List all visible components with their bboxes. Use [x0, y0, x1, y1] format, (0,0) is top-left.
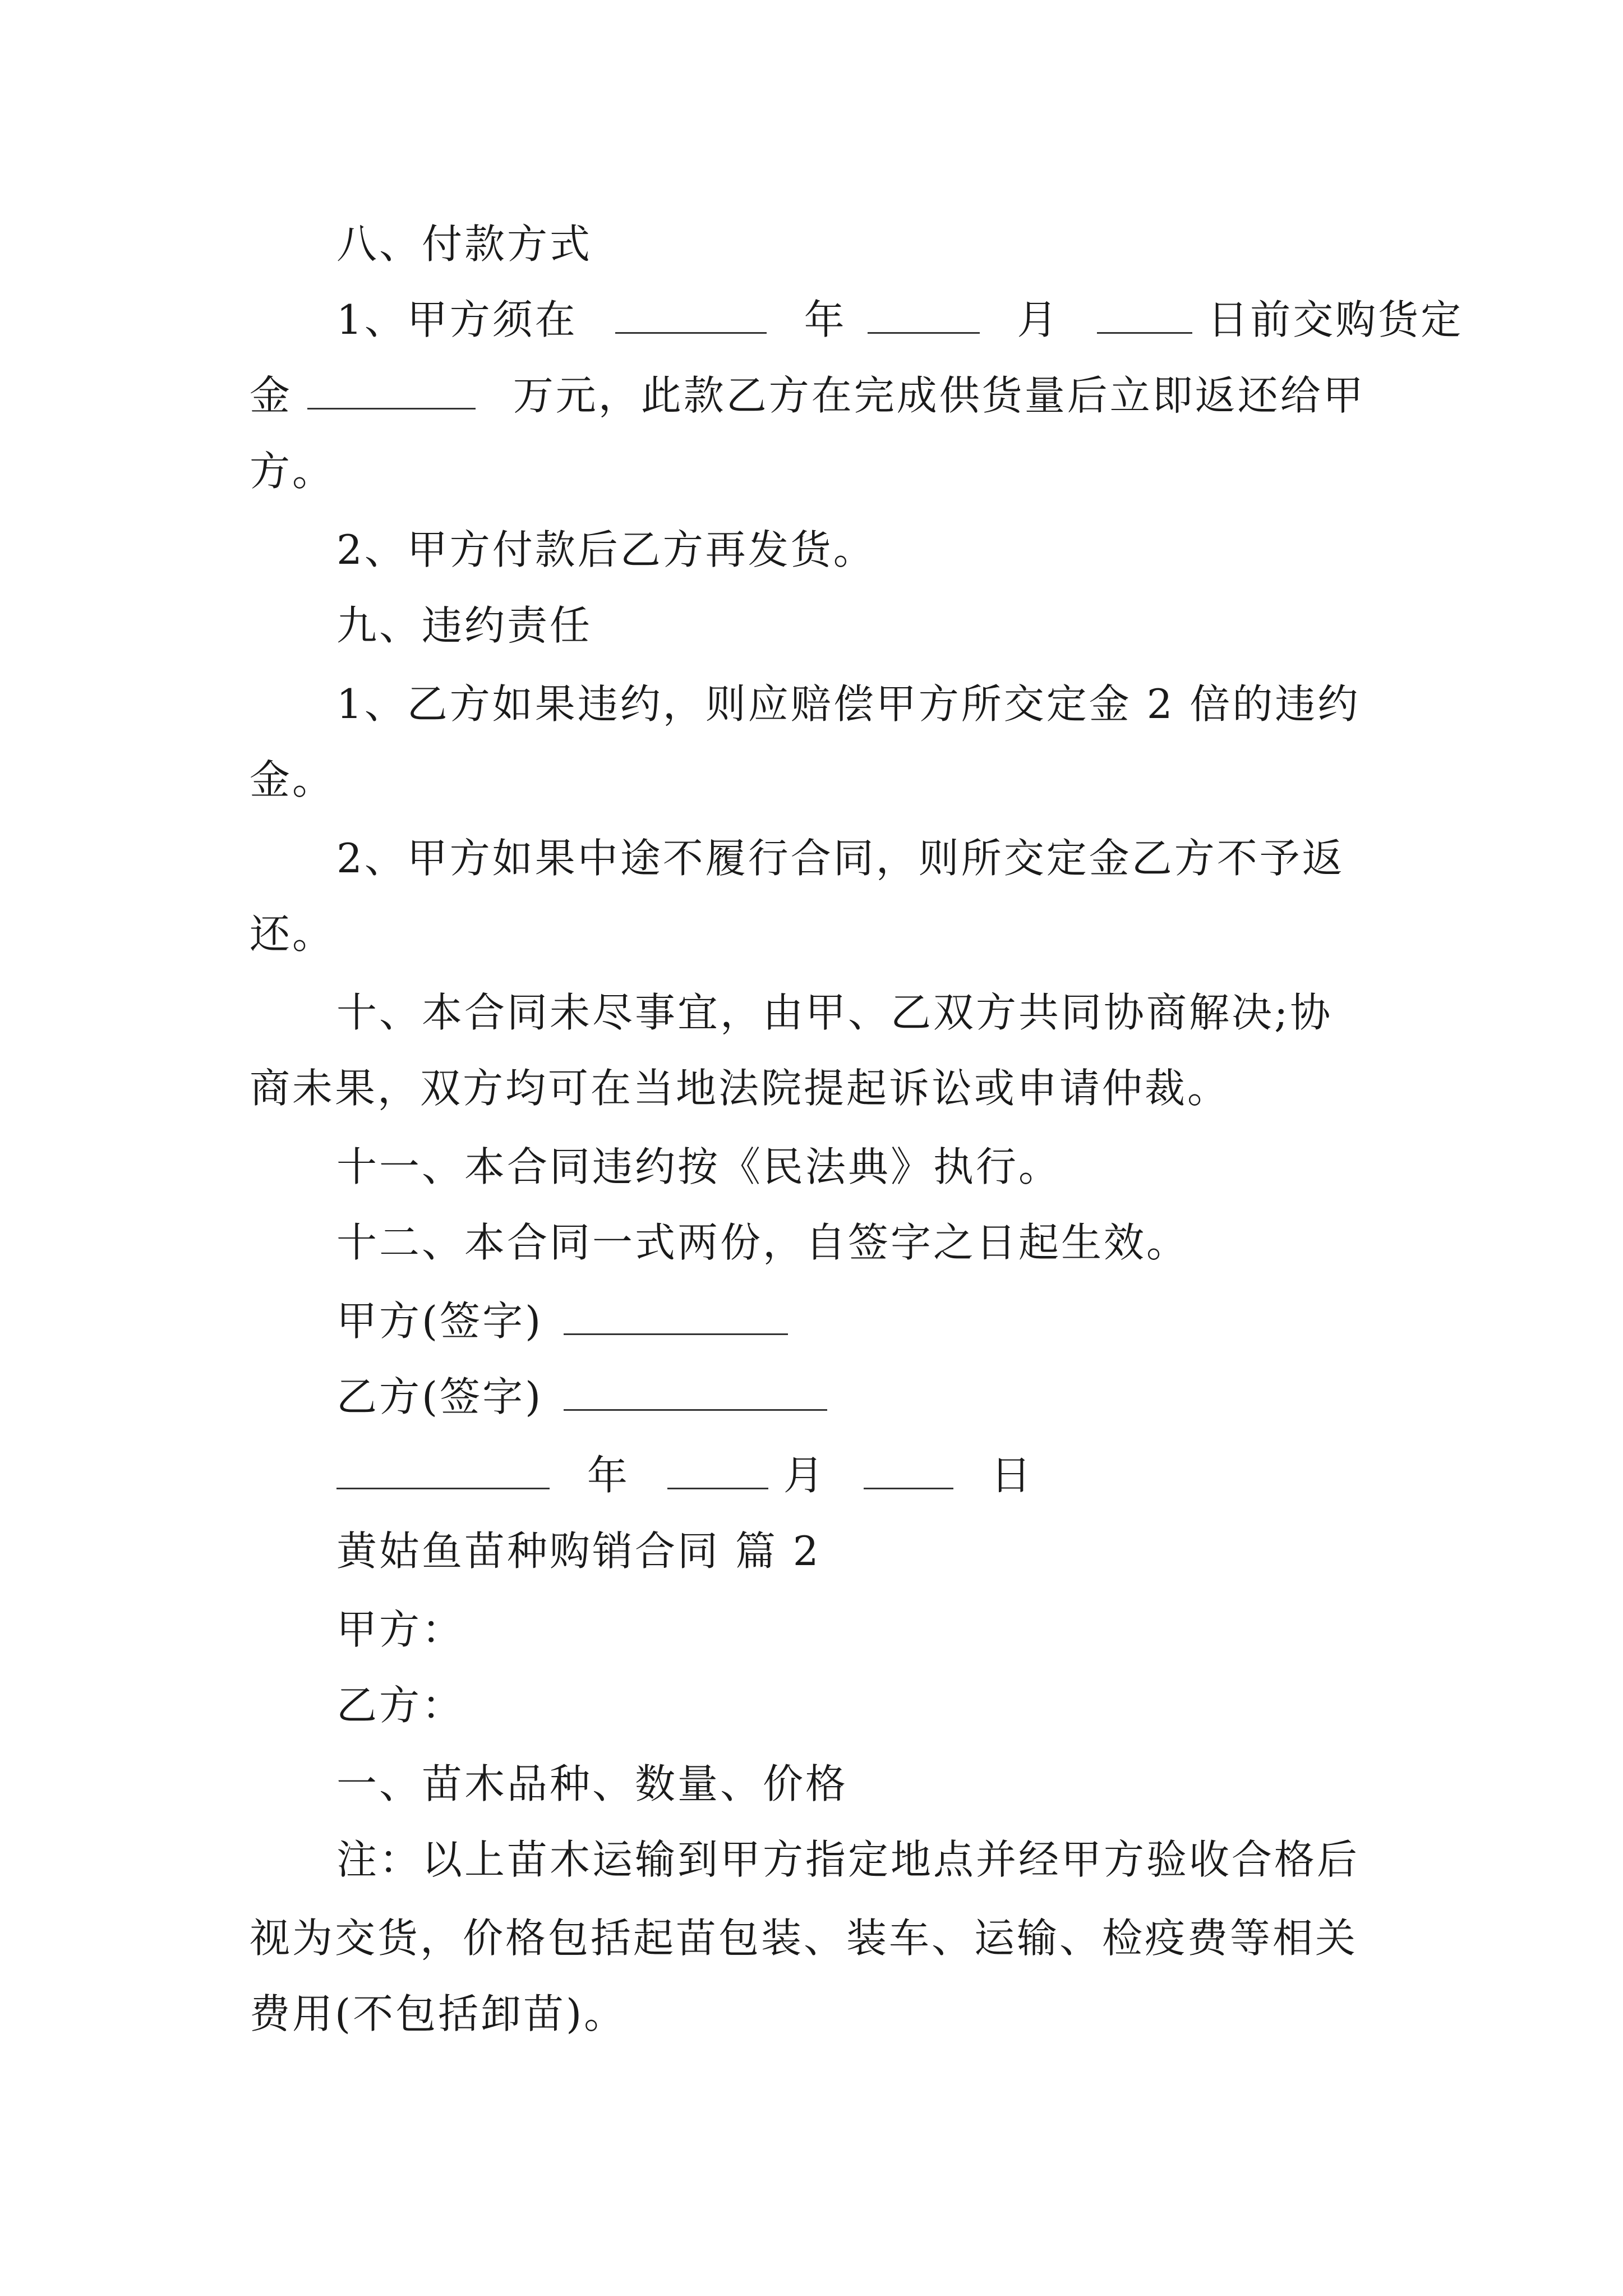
item-text: 金	[250, 372, 293, 419]
section-9-item-2-line-1	[0, 822, 1623, 895]
date-blank	[336, 1448, 550, 1489]
signing-date	[0, 1439, 1623, 1512]
note-line-2	[0, 1902, 1623, 1975]
section-8-item-1-line-3	[0, 435, 1623, 508]
section-8-item-2	[0, 513, 1623, 586]
date-blank	[667, 1448, 768, 1489]
contract-title-text: 黄姑鱼苗种购销合同 篇 2	[336, 1527, 821, 1575]
blank-field	[868, 293, 980, 334]
note-text: 视为交货，价格包括起苗包装、装车、运输、检疫费等相关	[250, 1915, 1358, 1962]
item-text: 万元，此款乙方在完成供货量后立即返还给甲	[513, 372, 1366, 419]
date-blank	[864, 1448, 953, 1489]
section-9-heading	[0, 589, 1623, 662]
item-text: 还。	[250, 910, 335, 958]
party-b-label: 乙方：	[336, 1682, 465, 1729]
day-label: 日	[990, 1452, 1034, 1499]
note-line-1	[0, 1823, 1623, 1896]
section-12	[0, 1206, 1623, 1279]
year-label: 年	[587, 1452, 630, 1499]
party-a-label: 甲方：	[336, 1606, 465, 1653]
section-9-item-1-line-1	[0, 668, 1623, 740]
section-1-heading-text: 一、苗木品种、数量、价格	[336, 1760, 849, 1807]
item-text: 十、本合同未尽事宜，由甲、乙双方共同协商解决;协	[336, 989, 1333, 1036]
party-a-line	[0, 1593, 1623, 1666]
party-b-line	[0, 1669, 1623, 1742]
section-1-heading	[0, 1747, 1623, 1820]
section-10-line-1	[0, 976, 1623, 1049]
note-text: 注：以上苗木运输到甲方指定地点并经甲方验收合格后	[336, 1836, 1360, 1883]
year-label: 年	[804, 296, 847, 343]
section-11	[0, 1130, 1623, 1203]
item-text: 方。	[250, 448, 335, 495]
section-8-heading-text: 八、付款方式	[336, 220, 593, 268]
item-text: 十二、本合同一式两份，自签字之日起生效。	[336, 1219, 1189, 1266]
section-9-item-1-line-2	[0, 743, 1623, 816]
item-text: 日前交购货定	[1207, 296, 1464, 343]
item-text: 金。	[250, 756, 335, 803]
month-label: 月	[1017, 296, 1060, 343]
blank-field	[615, 293, 767, 334]
section-8-heading	[0, 208, 1623, 280]
party-a-signature	[0, 1285, 1623, 1358]
section-8-item-1-line-1	[0, 283, 1623, 356]
signature-blank	[564, 1370, 827, 1411]
section-9-heading-text: 九、违约责任	[336, 602, 593, 649]
signature-label: 乙方(签字)	[336, 1373, 543, 1420]
note-line-3	[0, 1977, 1623, 2050]
item-text: 2、甲方如果中途不履行合同，则所交定金乙方不予返	[336, 835, 1345, 882]
note-text: 费用(不包括卸苗)。	[250, 1990, 627, 2037]
blank-field	[1097, 293, 1192, 334]
item-text: 2、甲方付款后乙方再发货。	[336, 526, 876, 573]
month-label: 月	[783, 1452, 826, 1499]
item-text: 商未果，双方均可在当地法院提起诉讼或申请仲裁。	[250, 1065, 1230, 1112]
contract-2-title	[0, 1515, 1623, 1588]
section-8-item-1-line-2	[0, 359, 1623, 432]
signature-label: 甲方(签字)	[336, 1297, 543, 1345]
section-9-item-2-line-2	[0, 898, 1623, 970]
item-text: 1、乙方如果违约，则应赔偿甲方所交定金 2 倍的违约	[336, 680, 1361, 728]
section-10-line-2	[0, 1052, 1623, 1125]
party-b-signature	[0, 1360, 1623, 1433]
item-text: 十一、本合同违约按《民法典》执行。	[336, 1143, 1062, 1190]
blank-field	[307, 369, 476, 409]
signature-blank	[564, 1294, 788, 1335]
item-text: 1、甲方须在	[336, 296, 578, 343]
